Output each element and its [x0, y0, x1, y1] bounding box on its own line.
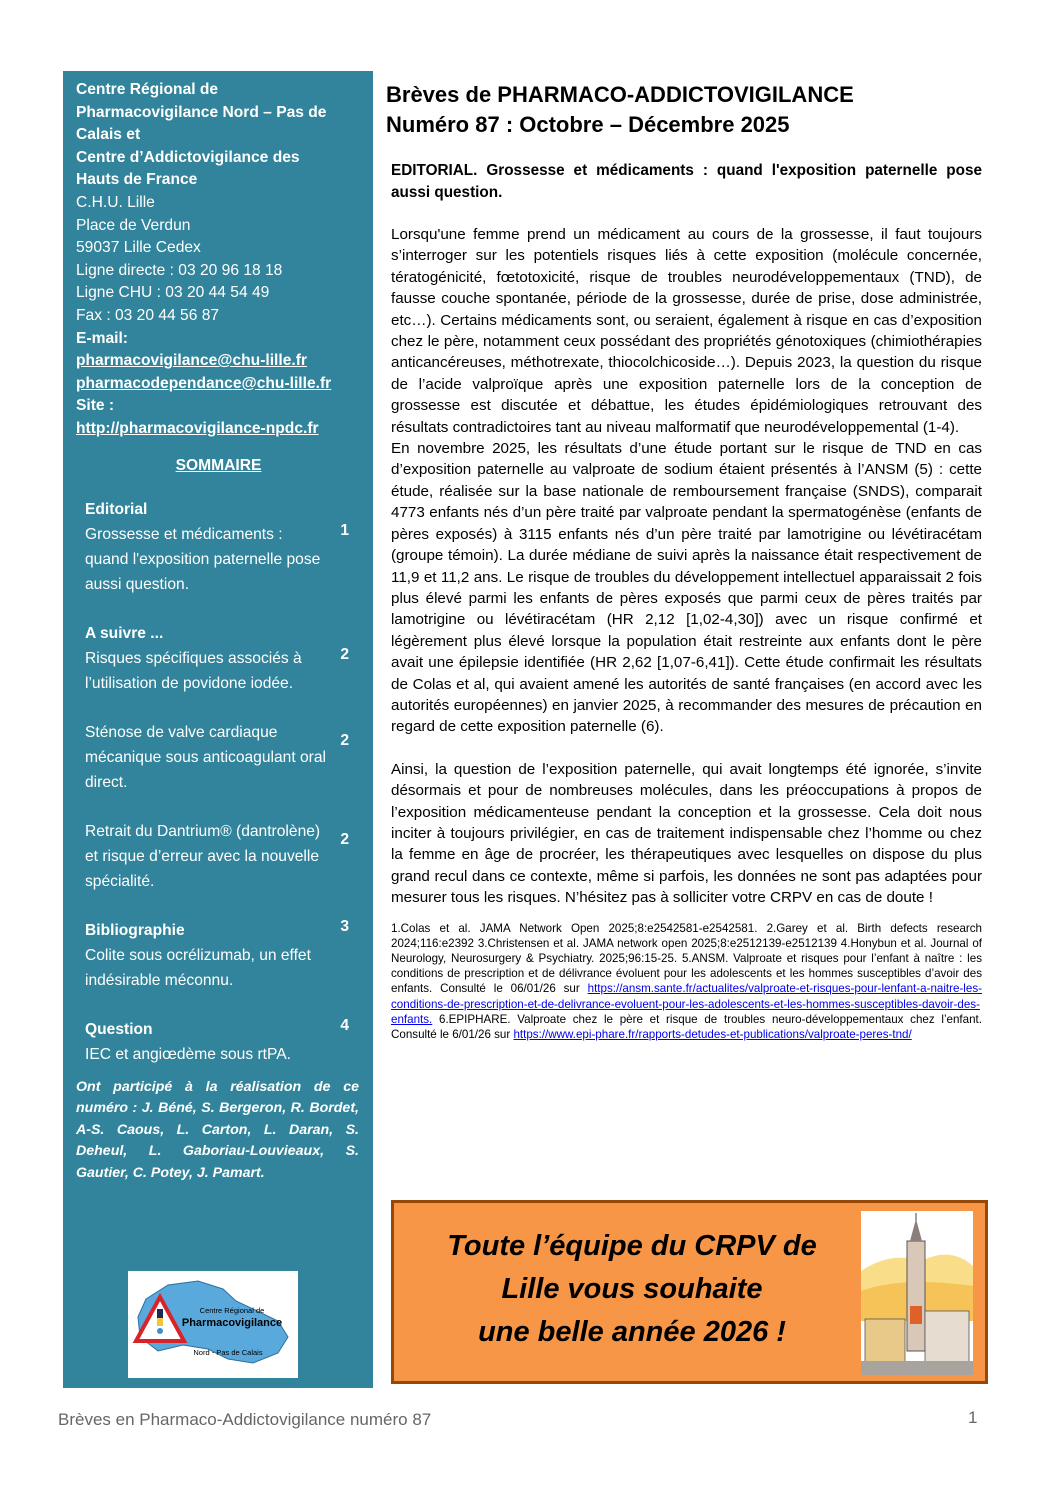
sidebar — [63, 71, 373, 1388]
lille-belfry-illustration — [861, 1211, 973, 1375]
org-name-line: Calais et — [76, 126, 141, 144]
address-line: 59037 Lille Cedex — [76, 239, 201, 257]
toc-page-number: 4 — [340, 1016, 349, 1034]
newsletter-title: Brèves de PHARMACO-ADDICTOVIGILANCE — [386, 82, 854, 107]
toc-page-number: 3 — [340, 917, 349, 935]
address-line: C.H.U. Lille — [76, 193, 155, 211]
issue-title: Numéro 87 : Octobre – Décembre 2025 — [386, 112, 790, 137]
crpv-logo — [128, 1271, 298, 1378]
reference-link-ansm[interactable]: https://ansm.sante.fr/actualites/valproate-et-risques-pour-lenfant-a-naitre-les-conditions-de-prescription-et-de-delivrance-evoluent-pour-les-adolescents-et-les-hommes-susceptibles-davoir-des-enfants. — [391, 982, 982, 1026]
logo-text-line3: Nord - Pas de Calais — [193, 1348, 263, 1357]
toc-item-editorial[interactable] — [85, 497, 361, 597]
toc-heading: Question — [85, 1020, 153, 1038]
toc-heading: A suivre ... — [85, 624, 164, 642]
address-line: Place de Verdun — [76, 216, 191, 234]
logo-text-line2: Pharmacovigilance — [181, 1317, 283, 1329]
toc-page-number: 2 — [340, 731, 349, 749]
toc-page-number: 2 — [340, 645, 349, 663]
editorial-heading: EDITORIAL. Grossesse et médicaments : quand l'exposition paternelle pose aussi question. — [391, 162, 982, 201]
main-content — [386, 80, 982, 1042]
email-link-pharmacovigilance[interactable]: pharmacovigilance@chu-lille.fr — [76, 352, 307, 370]
toc-page-number: 2 — [340, 830, 349, 848]
banner-message — [412, 1225, 852, 1354]
footer-text: Brèves en Pharmaco-Addictovigilance numéro 87 — [58, 1410, 432, 1429]
org-name-line: Hauts de France — [76, 171, 198, 189]
toc-item-stenose[interactable] — [85, 720, 361, 795]
phone-direct: Ligne directe : 03 20 96 18 18 — [76, 261, 283, 279]
email-label: E-mail: — [76, 329, 128, 347]
toc-description: Sténose de valve cardiaque mécanique sous anticoagulant oral direct. — [85, 723, 326, 791]
toc-description: Grossesse et médicaments : quand l'exposition paternelle pose aussi question. — [85, 525, 321, 593]
sommaire-title: SOMMAIRE — [175, 456, 262, 474]
toc-item-question[interactable] — [85, 1017, 361, 1067]
editorial-paragraph-1: Lorsqu'une femme prend un médicament au cours de la grossesse, il faut toujours s’interroger sur les potentiels risques liés à cette exposition (molécule concernée, tératogénicité, fœtotoxicité, risque de troubles neurodéveloppementaux (TND), de fausse couche spontanée, période de la grossesse, durée de prise, dose administrée, etc…). Certains médicaments sont, ou seraient, également à risque en cas d’exposition chez le père, notamment ceux possédant des propriétés génotoxiques (chimiothérapies anticancéreuses, méthotrexate, thiocolchicoside…). Depuis 2023, la question du risque de l’acide valproïque après une exposition paternelle lors de la conception de grossesse est discutée et débattue, les études épidémiologiques retrouvant des résultats contradictoires tant au niveau malformatif que neurodéveloppemental (1-4). — [391, 226, 982, 436]
logo-text-line1: Centre Régional de — [199, 1306, 265, 1315]
banner-line: une belle année 2026 ! — [478, 1316, 786, 1348]
phone-chu: Ligne CHU : 03 20 44 54 49 — [76, 284, 270, 302]
reference-link-epiphare[interactable]: https://www.epi-phare.fr/rapports-detudes-et-publications/valproate-peres-tnd/ — [513, 1028, 912, 1042]
table-of-contents — [85, 497, 361, 1067]
editorial-paragraph-3: Ainsi, la question de l’exposition paternelle, qui avait longtemps été ignorée, s’invite désormais et pour de nombreuses molécules, dans les préoccupations à propos de l’exposition médicamenteuse pendant la conception et la grossesse. Cela doit nous inciter à toujours privilégier, en cas de traitement indispensable chez l’homme ou chez la femme en âge de procréer, les thérapeutiques avec lesquelles on dispose du plus grand recul dans ce contexte, même si parfois, les données ne sont pas adaptées pour mesurer tous les risques. N’hésitez pas à solliciter votre CRPV en cas de doute ! — [391, 760, 982, 907]
toc-description: Risques spécifiques associés à l’utilisation de povidone iodée. — [85, 649, 302, 692]
page-number: 1 — [968, 1408, 978, 1427]
email-link-pharmacodependance[interactable]: pharmacodependance@chu-lille.fr — [76, 374, 332, 392]
org-name-line: Centre Régional de — [76, 81, 219, 98]
references-text-1: 1.Colas et al. JAMA Network Open 2025;8:e2542581-e2542581. 2.Garey et al. Birth defects research 2024;116:e2392 3.Christensen et al. JAMA network open 2025;8:e2512139-e2512139 4.Honybun et al. Journal of Neurology, Neurosurgery & Psychiatry. 2025;96:15-25. 5.ANSM. Valproate et risques pour l’enfant à naître : les conditions de prescription et de délivrance évoluent pour les adolescents et les hommes susceptibles d’avoir des enfants. Consulté le 06/01/26 sur — [391, 921, 982, 996]
toc-item-dantrium[interactable] — [85, 819, 361, 894]
toc-page-number: 1 — [340, 521, 349, 539]
toc-description: Retrait du Dantrium® (dantrolène) et risque d’erreur avec la nouvelle spécialité. — [85, 822, 321, 890]
banner-line: Lille vous souhaite — [501, 1273, 763, 1305]
banner-line: Toute l’équipe du CRPV de — [447, 1230, 817, 1262]
new-year-banner — [391, 1200, 988, 1384]
org-name-line: Pharmacovigilance Nord – Pas de — [76, 103, 327, 121]
editorial-paragraph-2: En novembre 2025, les résultats d’une étude portant sur le risque de TND en cas d’exposition paternelle au valproate de sodium étaient présentés à l’ANSM (5) : cette étude, réalisée sur la base nationale de remboursement française (SNDS), comparait 4773 enfants nés d’un père traité par valproate pendant la spermatogénèse (enfants de pères exposés) à 3115 enfants nés d’un père traité par lamotrigine ou lévétiracétam (groupe témoin). La durée médiane de suivi après la naissance était respectivement de 11,9 et 11,2 ans. Le risque de troubles du développement intellectuel apparaissait 2 fois plus élevé parmi les enfants de pères exposés que parmi ceux de pères traités par lamotrigine ou lévétiracétam (HR 2,12 [1,02-4,30]) avec un risque confirmé et légèrement plus élevé lorsque la population était restreinte aux enfants dont le père avait une épilepsie identifiée (HR 2,62 [1,07-6,41]). Cette étude confirmait les résultats de Colas et al, qui avaient amené les autorités de santé françaises (en accord avec les autorités européennes) en janvier 2025, à recommander des mesures de précaution en regard de cette exposition paternelle (6). — [391, 440, 982, 736]
region-map-icon — [128, 1271, 298, 1378]
toc-item-bibliographie[interactable] — [85, 918, 361, 993]
toc-heading: Editorial — [85, 500, 148, 518]
org-name-line: Centre d’Addictovigilance des — [76, 148, 300, 166]
references — [391, 921, 982, 1043]
references-text-2: 6.EPIPHARE. Valproate chez le père et risque de troubles neuro-développementaux chez l’enfant. Consulté le 6/01/26 sur — [391, 1012, 982, 1042]
toc-heading: Bibliographie — [85, 921, 185, 939]
toc-description: Colite sous ocrélizumab, un effet indésirable méconnu. — [85, 946, 311, 989]
fax: Fax : 03 20 44 56 87 — [76, 306, 220, 324]
toc-item-a-suivre[interactable] — [85, 621, 361, 696]
toc-description: IEC et angiœdème sous rtPA. — [85, 1045, 291, 1063]
site-label: Site : — [76, 397, 115, 415]
contributors: Ont participé à la réalisation de ce numéro : J. Béné, S. Bergeron, R. Bordet, A-S. Caous, L. Carton, L. Daran, S. Deheul, L. Gaboriau-Louvieaux, S. Gautier, C. Potey, J. Pamart. — [76, 1078, 359, 1181]
site-link[interactable]: http://pharmacovigilance-npdc.fr — [76, 419, 319, 437]
belfry-icon — [861, 1211, 973, 1375]
